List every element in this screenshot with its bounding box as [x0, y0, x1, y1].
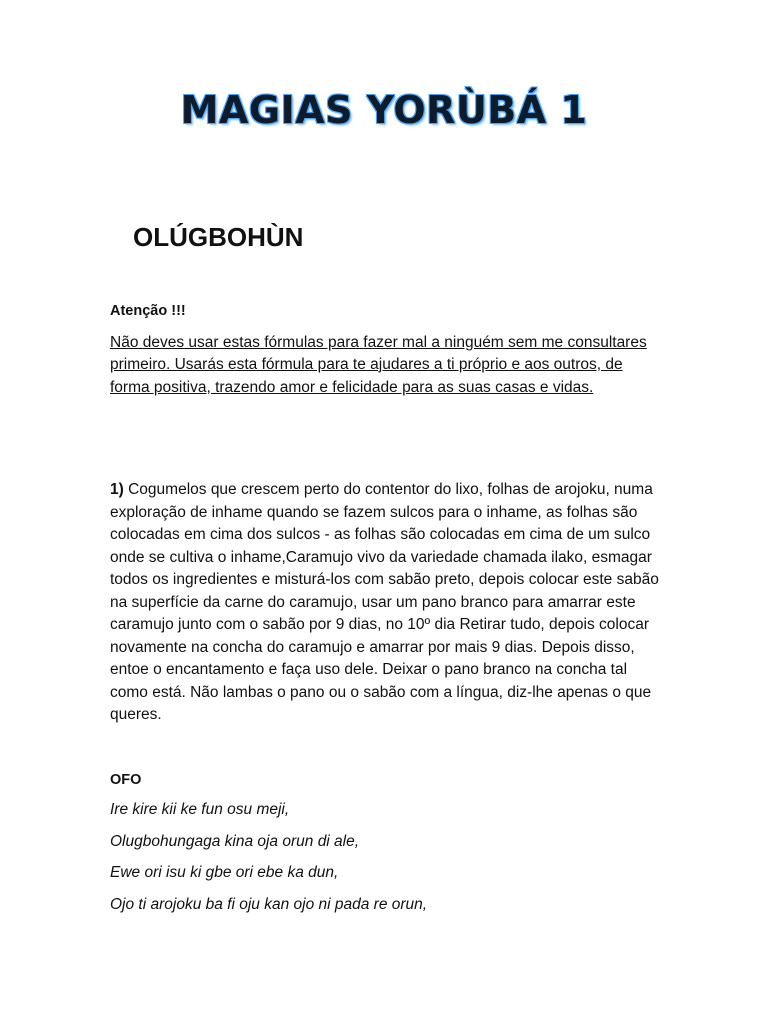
ofo-verse: Ire kire kii ke fun osu meji,: [110, 801, 290, 818]
document-body: [110, 300, 660, 925]
ofo-verse: Ewe ori isu ki gbe ori ebe ka dun,: [110, 864, 339, 881]
warning-heading: Atenção !!!: [110, 303, 186, 319]
warning-text: Não deves usar estas fórmulas para fazer mal a ninguém sem me consultares primeiro. Usarás esta fórmula para te ajudares a ti próprio e aos outros, de forma positiva, trazendo amor e felicidade para as suas casas e vidas.: [110, 333, 647, 396]
document-title: MAGIAS YORÙBÁ 1: [180, 88, 588, 132]
section-title: OLÚGBOHÙN: [133, 222, 304, 252]
ofo-heading: OFO: [110, 771, 142, 788]
ofo-verse: Olugbohungaga kina oja orun di ale,: [110, 832, 360, 850]
recipe-text: Cogumelos que crescem perto do contentor do lixo, folhas de arojoku, numa exploração de inhame quando se fazem sulcos para o inhame, as folhas são colocadas em cima dos sulcos - as folhas são colocadas em cima de um sulco onde se cultiva o inhame,Caramujo vivo da variedade chamada ilako, esmagar todos os ingredientes e misturá-los com sabão preto, depois colocar este sabão na superfície da carne do caramujo, usar um pano branco para amarrar este caramujo junto com o sabão por 9 dias, no 10º dia Retirar tudo, depois colocar novamente na concha do caramujo e amarrar por mais 9 dias. Depois disso, entoe o encantamento e faça uso dele. Deixar o pano branco na concha tal como está. Não lambas o pano ou o sabão com a língua, diz-lhe apenas o que queres.: [110, 481, 659, 723]
ofo-verse: Ojo ti arojoku ba fi oju kan ojo ni pada re orun,: [110, 895, 428, 913]
recipe-number: 1): [110, 481, 124, 498]
recipe-paragraph: [110, 479, 660, 727]
